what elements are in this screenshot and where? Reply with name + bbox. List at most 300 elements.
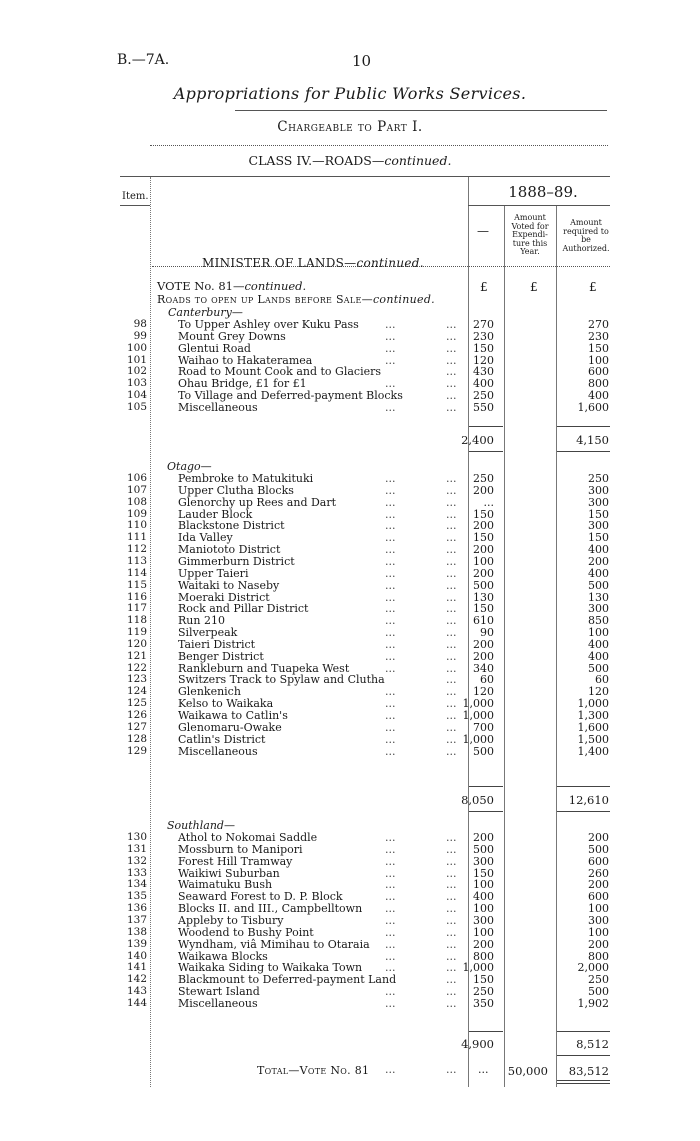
amount-required: 60: [595, 673, 609, 687]
leader-dots: ...: [446, 389, 457, 403]
section-heading: Otago—: [167, 460, 212, 473]
vote-heading: VOTE No. 81—continued.: [157, 279, 307, 293]
leader-dots: ...: [446, 365, 457, 379]
leader-dots: ...: [385, 578, 396, 592]
currency-label: £: [530, 280, 538, 294]
leader-dots: ...: [446, 329, 457, 343]
amount-required: 130: [588, 590, 609, 604]
leader-dots: ...: [446, 673, 457, 687]
amount-column-1: 60: [480, 673, 494, 687]
amount-column-1: 150: [473, 866, 494, 880]
subtotal-required: 4,150: [576, 433, 609, 447]
amount-column-1: 90: [480, 626, 494, 640]
table-row: [0, 401, 700, 414]
amount-required: 400: [588, 637, 609, 651]
leader-dots: ...: [446, 614, 457, 628]
leader-dots: ...: [446, 925, 457, 939]
leader-dots: ...: [446, 913, 457, 927]
amount-required: 1,902: [577, 996, 609, 1010]
amount-column-1: 120: [473, 685, 494, 699]
item-number: 132: [126, 854, 147, 867]
amount-required: 150: [588, 341, 609, 355]
leader-dots: ...: [446, 566, 457, 580]
leader-dots: ...: [385, 626, 396, 640]
item-number: 121: [126, 649, 147, 662]
leader-dots: ...: [446, 590, 457, 604]
item-number: 127: [126, 720, 147, 733]
amount-column-1: 250: [473, 985, 494, 999]
leader-dots: ...: [385, 720, 396, 734]
amount-column-1: 350: [473, 996, 494, 1010]
leader-dots: ...: [446, 732, 457, 746]
subtotal-rule: [469, 811, 503, 812]
subtotal-rule: [469, 426, 503, 427]
leader-dots: ...: [385, 878, 396, 892]
amount-column-1: 500: [473, 578, 494, 592]
table-row: [0, 745, 700, 758]
leader-dots: ...: [446, 744, 457, 758]
item-name: Taieri District: [178, 637, 256, 651]
item-number: 100: [126, 341, 147, 354]
page-title: Appropriations for Public Works Services.: [173, 84, 527, 103]
leader-dots: ...: [446, 602, 457, 616]
amount-column-1: 150: [473, 602, 494, 616]
subtotal-rule: [557, 811, 610, 812]
item-number: 104: [126, 389, 147, 402]
amount-required: 800: [588, 377, 609, 391]
amount-required: 200: [588, 831, 609, 844]
leader-dots: ...: [385, 554, 396, 568]
amount-required: 1,600: [577, 720, 609, 734]
amount-required: 300: [588, 519, 609, 533]
item-name: Waikiwi Suburban: [178, 866, 280, 880]
leader-dots: ...: [385, 400, 396, 414]
amount-column-1: 120: [473, 353, 494, 367]
leader-dots: ...: [385, 602, 396, 616]
amount-column-1: 300: [473, 854, 494, 868]
leader-dots: ...: [385, 949, 396, 963]
item-name: Mossburn to Manipori: [178, 842, 303, 856]
item-number: 134: [126, 878, 147, 891]
section-heading: Canterbury—: [168, 306, 243, 319]
leader-dots: ...: [385, 744, 396, 758]
amount-required: 150: [588, 507, 609, 521]
amount-required: 300: [588, 913, 609, 927]
total-label: Total—Vote No. 81: [257, 1064, 370, 1077]
item-name: Miscellaneous: [178, 744, 258, 758]
item-name: Pembroke to Matukituki: [178, 472, 314, 485]
leader-dots: ...: [446, 902, 457, 916]
item-name: Waikaka Siding to Waikaka Town: [178, 961, 363, 975]
amount-column-1: 300: [473, 913, 494, 927]
table-top-rule: [120, 176, 610, 177]
leader-dots: ...: [446, 377, 457, 391]
item-number: 117: [126, 602, 147, 615]
amount-required: 400: [588, 566, 609, 580]
leader-dots: ...: [385, 353, 396, 367]
leader-dots: ...: [446, 495, 457, 509]
table-row: [0, 997, 700, 1010]
item-number: 116: [126, 590, 147, 603]
year-rule: [468, 205, 610, 206]
subtotal-voted: 8,050: [461, 793, 494, 807]
leader-dots: ...: [385, 341, 396, 355]
amount-required: 200: [588, 937, 609, 951]
leader-dots: ...: [446, 626, 457, 640]
leader-dots: ...: [385, 519, 396, 533]
ministry-heading: MINISTER OF LANDS—continued.: [202, 256, 424, 270]
subtotal-voted: 4,900: [461, 1037, 494, 1051]
item-number: 118: [126, 614, 147, 627]
item-number: 113: [126, 554, 147, 567]
amount-required: 1,000: [577, 697, 609, 711]
item-number: 135: [126, 890, 147, 903]
item-number: 99: [133, 329, 147, 342]
item-number: 129: [126, 744, 147, 757]
amount-column-1: 200: [473, 566, 494, 580]
item-name: Run 210: [178, 614, 225, 628]
leader-dots: ...: [446, 854, 457, 868]
item-name: Upper Taieri: [178, 566, 249, 580]
leader-dots: ...: [385, 902, 396, 916]
total-required: 83,512: [568, 1064, 609, 1078]
roads-heading: Roads to open up Lands before Sale—continued.: [157, 293, 435, 306]
leader-dots: ...: [385, 854, 396, 868]
leader-dots: ...: [446, 483, 457, 497]
item-number: 101: [126, 353, 147, 366]
item-name: Wyndham, viâ Mimihau to Otaraia: [178, 937, 370, 951]
amount-column-1: 250: [473, 472, 494, 485]
item-number: 98: [133, 318, 147, 330]
leader-dots: ...: [385, 996, 396, 1010]
item-number: 108: [126, 495, 147, 508]
amount-required: 400: [588, 543, 609, 557]
leader-dots: ...: [446, 649, 457, 663]
amount-column-1: 340: [473, 661, 494, 675]
item-name: Upper Clutha Blocks: [178, 483, 294, 497]
amount-required: 300: [588, 602, 609, 616]
column-3-header: Amount required to be Authorized.: [562, 218, 610, 253]
amount-column-1: 200: [473, 637, 494, 651]
leader-dots: ...: [446, 878, 457, 892]
leader-dots: ...: [446, 661, 457, 675]
item-name: Catlin's District: [178, 732, 266, 746]
item-name: Waikawa to Catlin's: [178, 709, 288, 722]
total-rule: [557, 1083, 610, 1084]
amount-required: 200: [588, 878, 609, 892]
amount-column-1: 200: [473, 937, 494, 951]
item-name: Seaward Forest to D. P. Block: [178, 890, 343, 904]
amount-column-1: 1,000: [462, 961, 494, 975]
amount-column-1: 150: [473, 973, 494, 987]
leader-dots: ...: [446, 890, 457, 904]
leader-dots: ...: [446, 353, 457, 367]
divider: [235, 110, 607, 111]
leader-dots: ...: [446, 937, 457, 951]
leader-dots: ...: [446, 949, 457, 963]
item-number: 102: [126, 365, 147, 378]
leader-dots: ...: [446, 685, 457, 699]
amount-column-1: 430: [473, 365, 494, 379]
amount-required: 400: [588, 389, 609, 403]
subtotal-rule: [469, 786, 503, 787]
leader-dots: ...: [446, 709, 457, 722]
amount-column-1: 550: [473, 400, 494, 414]
amount-column-1: 200: [473, 831, 494, 844]
leader-dots: ...: [446, 996, 457, 1010]
item-number: 140: [126, 949, 147, 962]
amount-column-1: 100: [473, 925, 494, 939]
amount-column-1: 200: [473, 483, 494, 497]
amount-column-1: 500: [473, 744, 494, 758]
item-name: Forest Hill Tramway: [178, 854, 293, 868]
item-number: 111: [126, 531, 147, 544]
item-name: Rock and Pillar District: [178, 602, 309, 616]
item-number: 138: [126, 925, 147, 938]
subtotal-voted: 2,400: [461, 433, 494, 447]
leader-dots: ...: [446, 866, 457, 880]
year-header: 1888–89.: [508, 183, 578, 201]
column-2-header: Amount Voted for Expendi- ture this Year.: [511, 213, 549, 256]
item-number: 136: [126, 902, 147, 915]
item-name: To Upper Ashley over Kuku Pass: [178, 318, 359, 331]
item-number: 119: [126, 626, 147, 639]
page-number: 10: [352, 52, 372, 70]
subtotal-rule: [557, 426, 610, 427]
item-name: Kelso to Waikaka: [178, 697, 274, 711]
leader-dots: ...: [446, 543, 457, 557]
amount-required: 800: [588, 949, 609, 963]
currency-label: £: [589, 280, 597, 294]
item-name: Waimatuku Bush: [178, 878, 273, 892]
amount-column-1: ...: [483, 495, 494, 509]
amount-required: 1,500: [577, 732, 609, 746]
leader-dots: ...: [385, 842, 396, 856]
amount-required: 600: [588, 365, 609, 379]
item-number: 124: [126, 685, 147, 698]
amount-required: 260: [588, 866, 609, 880]
leader-dots: ...: [385, 483, 396, 497]
leader-dots: ...: [385, 318, 396, 331]
item-name: Ida Valley: [178, 531, 233, 545]
item-number: 110: [126, 519, 147, 532]
amount-column-1: 400: [473, 377, 494, 391]
item-name: Waitaki to Naseby: [178, 578, 280, 592]
item-number: 137: [126, 913, 147, 926]
item-name: Glenkenich: [178, 685, 241, 699]
leader-dots: ...: [385, 831, 396, 844]
amount-required: 500: [588, 985, 609, 999]
amount-required: 600: [588, 890, 609, 904]
subtotal-rule: [469, 451, 503, 452]
item-number: 112: [126, 543, 147, 556]
item-name: Blackstone District: [178, 519, 285, 533]
item-name: Blackmount to Deferred-payment Land: [178, 973, 397, 987]
item-number: 141: [126, 961, 147, 974]
leader-dots: ...: [446, 341, 457, 355]
leader-dots: ...: [385, 590, 396, 604]
item-name: Lauder Block: [178, 507, 253, 521]
amount-column-1: 100: [473, 554, 494, 568]
leader-dots: ...: [385, 866, 396, 880]
amount-required: 250: [588, 973, 609, 987]
leader-dots: ...: [385, 472, 396, 485]
item-number: 103: [126, 377, 147, 390]
item-number: 114: [126, 566, 147, 579]
item-name: Gimmerburn District: [178, 554, 295, 568]
amount-required: 150: [588, 531, 609, 545]
item-name: Stewart Island: [178, 985, 260, 999]
amount-required: 500: [588, 578, 609, 592]
leader-dots: ...: [385, 937, 396, 951]
item-name: Appleby to Tisbury: [178, 913, 284, 927]
subtotal-rule: [557, 1031, 610, 1032]
item-name: To Village and Deferred-payment Blocks: [178, 389, 403, 403]
amount-required: 120: [588, 685, 609, 699]
item-number: 122: [126, 661, 147, 674]
leader-dots: ...: [446, 554, 457, 568]
leader-dots: ...: [385, 685, 396, 699]
item-name: Ohau Bridge, £1 for £1: [178, 377, 307, 391]
item-number: 105: [126, 400, 147, 413]
item-column-header: Item.: [122, 191, 149, 202]
leader-dots: ...: [385, 649, 396, 663]
leader-dots: ...: [446, 472, 457, 485]
leader-dots: ...: [446, 531, 457, 545]
item-number: 120: [126, 637, 147, 650]
item-name: Miscellaneous: [178, 996, 258, 1010]
leader-dots: ...: [446, 831, 457, 844]
leader-dots: ...: [446, 973, 457, 987]
total-rule: [557, 1080, 610, 1081]
item-name: Athol to Nokomai Saddle: [178, 831, 318, 844]
subtitle: Chargeable to Part I.: [277, 119, 423, 135]
item-rule: [120, 205, 150, 206]
amount-column-1: 100: [473, 902, 494, 916]
currency-label: £: [480, 280, 488, 294]
amount-column-1: 1,000: [462, 709, 494, 722]
amount-required: 100: [588, 902, 609, 916]
section-heading: Southland—: [167, 819, 235, 832]
item-name: Moeraki District: [178, 590, 270, 604]
amount-column-1: 150: [473, 531, 494, 545]
leader-dots: ...: [385, 661, 396, 675]
amount-column-1: 200: [473, 649, 494, 663]
leader-dots: ...: [446, 720, 457, 734]
item-number: 139: [126, 937, 147, 950]
leader-dots: ...: [385, 377, 396, 391]
amount-required: 1,600: [577, 400, 609, 414]
item-name: Rankleburn and Tuapeka West: [178, 661, 350, 675]
item-number: 143: [126, 985, 147, 998]
amount-required: 600: [588, 854, 609, 868]
item-name: Miscellaneous: [178, 400, 258, 414]
total-dots: ...: [446, 1063, 457, 1076]
item-name: Silverpeak: [178, 626, 238, 640]
total-dots: ...: [385, 1063, 396, 1076]
item-number: 142: [126, 973, 147, 986]
leader-dots: ...: [446, 507, 457, 521]
subtotal-required: 12,610: [568, 793, 609, 807]
amount-column-1: 400: [473, 890, 494, 904]
leader-dots: ...: [385, 637, 396, 651]
item-number: 144: [126, 996, 147, 1009]
amount-required: 400: [588, 649, 609, 663]
amount-column-1: 1,000: [462, 697, 494, 711]
leader-dots: ...: [446, 697, 457, 711]
item-number: 109: [126, 507, 147, 520]
leader-dots: ...: [385, 329, 396, 343]
amount-column-1: 500: [473, 842, 494, 856]
amount-column-1: 250: [473, 389, 494, 403]
leader-dots: ...: [385, 495, 396, 509]
amount-required: 100: [588, 925, 609, 939]
leader-dots: ...: [446, 985, 457, 999]
leader-dots: ...: [385, 890, 396, 904]
class-heading: CLASS IV.—ROADS—continued.: [248, 153, 452, 168]
leader-dots: ...: [446, 519, 457, 533]
item-name: Glentui Road: [178, 341, 251, 355]
amount-required: 1,300: [577, 709, 609, 722]
amount-required: 100: [588, 353, 609, 367]
amount-required: 1,400: [577, 744, 609, 758]
item-number: 126: [126, 709, 147, 721]
item-name: Benger District: [178, 649, 264, 663]
leader-dots: ...: [446, 961, 457, 975]
item-name: Maniototo District: [178, 543, 281, 557]
leader-dots: ...: [446, 842, 457, 856]
item-name: Blocks II. and III., Campbelltown: [178, 902, 363, 916]
amount-required: 300: [588, 483, 609, 497]
item-name: Road to Mount Cook and to Glaciers: [178, 365, 382, 379]
item-number: 131: [126, 842, 147, 855]
amount-required: 200: [588, 554, 609, 568]
item-name: Glenorchy up Rees and Dart: [178, 495, 337, 509]
item-number: 125: [126, 697, 147, 710]
leader-dots: ...: [385, 531, 396, 545]
leader-dots: ...: [385, 709, 396, 722]
item-number: 128: [126, 732, 147, 745]
document-code: B.—7A.: [117, 52, 170, 68]
amount-required: 230: [588, 329, 609, 343]
item-name: Mount Grey Downs: [178, 329, 286, 343]
subtotal-rule: [469, 1031, 503, 1032]
amount-column-1: 100: [473, 878, 494, 892]
item-number: 133: [126, 866, 147, 879]
item-number: 106: [126, 472, 147, 484]
leader-dots: ...: [385, 732, 396, 746]
leader-dots: ...: [385, 697, 396, 711]
total-voted: 50,000: [507, 1064, 548, 1078]
divider: [150, 145, 608, 146]
subtotal-rule: [557, 1055, 610, 1056]
amount-column-1: 230: [473, 329, 494, 343]
amount-required: 270: [588, 318, 609, 331]
leader-dots: ...: [385, 543, 396, 557]
leader-dots: ...: [385, 925, 396, 939]
amount-required: 850: [588, 614, 609, 628]
subtotal-rule: [557, 451, 610, 452]
leader-dots: ...: [385, 985, 396, 999]
leader-dots: ...: [385, 507, 396, 521]
amount-required: 100: [588, 626, 609, 640]
item-name: Waihao to Hakateramea: [178, 353, 313, 367]
amount-column-1: 150: [473, 341, 494, 355]
amount-column-1: 700: [473, 720, 494, 734]
leader-dots: ...: [385, 913, 396, 927]
item-number: 123: [126, 673, 147, 686]
amount-required: 500: [588, 842, 609, 856]
